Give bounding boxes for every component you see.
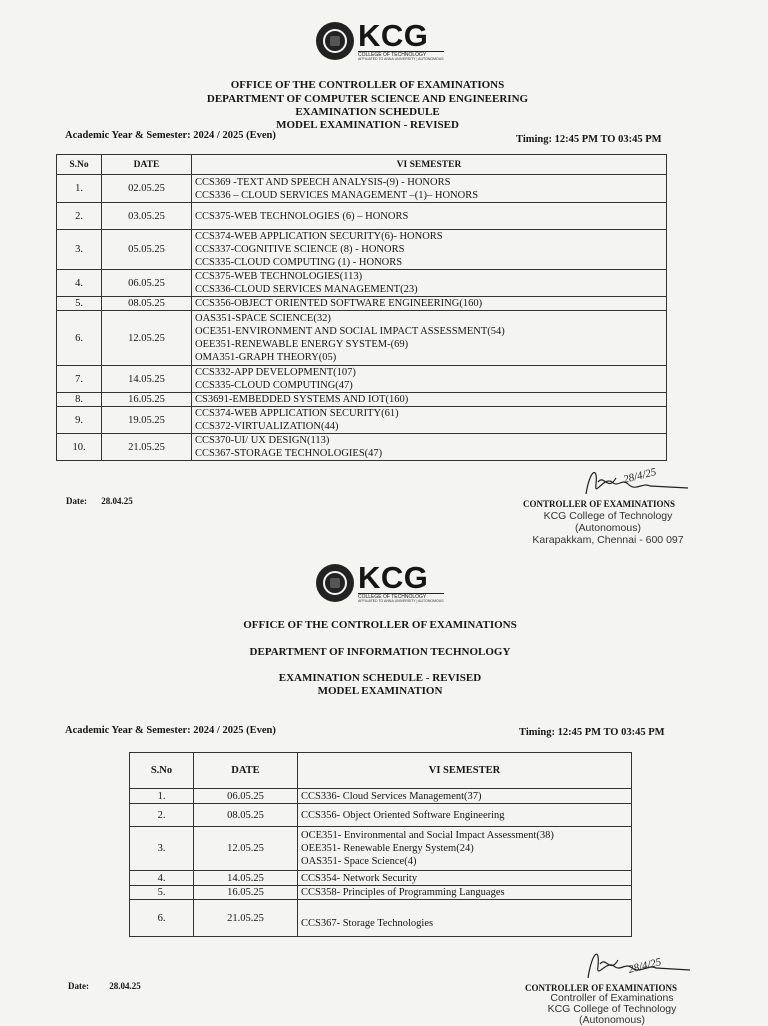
cell-subjects bbox=[192, 366, 667, 393]
table-row bbox=[57, 270, 667, 297]
logo-tagline: AFFILIATED TO ANNA UNIVERSITY | AUTONOMOUS bbox=[358, 599, 444, 603]
stamp-line: Karapakkam, Chennai - 600 097 bbox=[532, 534, 684, 546]
date-value: 28.04.25 bbox=[101, 496, 133, 506]
date-line bbox=[68, 981, 141, 991]
subject-line: OCE351- Environmental and Social Impact Assessment(38) bbox=[301, 830, 554, 841]
stamp-line: Controller of Examinations bbox=[550, 992, 674, 1004]
subject-line: OCE351-ENVIRONMENT AND SOCIAL IMPACT ASSESSMENT(54) bbox=[195, 326, 505, 337]
cell-date: 12.05.25 bbox=[102, 311, 192, 366]
cell-date: 02.05.25 bbox=[102, 175, 192, 203]
stamp-block-1 bbox=[528, 510, 688, 546]
table-row bbox=[57, 393, 667, 407]
subject-line: CS3691-EMBEDDED SYSTEMS AND IOT(160) bbox=[195, 394, 409, 405]
subject-line: CCS370-UI/ UX DESIGN(113) bbox=[195, 435, 330, 446]
logo-name: KCG bbox=[358, 560, 429, 595]
department-heading: DEPARTMENT OF INFORMATION TECHNOLOGY bbox=[249, 646, 511, 658]
cell-date: 19.05.25 bbox=[102, 407, 192, 434]
stamp-block-2 bbox=[532, 993, 692, 1026]
cell-sno: 6. bbox=[130, 900, 194, 937]
cell-date: 21.05.25 bbox=[102, 434, 192, 461]
table-row bbox=[130, 900, 632, 937]
cell-sno: 3. bbox=[57, 230, 102, 270]
exam-heading: MODEL EXAMINATION - REVISED bbox=[276, 119, 459, 131]
cell-subjects bbox=[192, 203, 667, 230]
cell-subjects bbox=[298, 886, 632, 900]
cell-sno: 1. bbox=[130, 789, 194, 804]
office-heading: OFFICE OF THE CONTROLLER OF EXAMINATIONS bbox=[230, 79, 505, 91]
cell-sno: 10. bbox=[57, 434, 102, 461]
cell-date: 05.05.25 bbox=[102, 230, 192, 270]
schedule-heading: EXAMINATION SCHEDULE bbox=[295, 106, 440, 118]
col-header-date: DATE bbox=[194, 753, 298, 789]
college-logo bbox=[316, 562, 444, 604]
subject-line: CCS369 -TEXT AND SPEECH ANALYSIS-(9) - HONORS bbox=[195, 176, 451, 188]
cell-sno: 9. bbox=[57, 407, 102, 434]
college-logo bbox=[316, 20, 444, 62]
table-row bbox=[130, 827, 632, 871]
cell-date: 16.05.25 bbox=[194, 886, 298, 900]
subject-line: CCS356- Object Oriented Software Engineering bbox=[301, 809, 505, 821]
subject-line: CCS372-VIRTUALIZATION(44) bbox=[195, 421, 339, 432]
cell-date: 21.05.25 bbox=[194, 900, 298, 937]
table-row bbox=[130, 789, 632, 804]
cell-date: 08.05.25 bbox=[194, 804, 298, 827]
stamp-line: KCG College of Technology bbox=[543, 510, 673, 522]
cell-date: 14.05.25 bbox=[102, 366, 192, 393]
table-row bbox=[57, 434, 667, 461]
subject-line: CCS354- Network Security bbox=[301, 872, 418, 884]
cell-date: 14.05.25 bbox=[194, 871, 298, 886]
table-row bbox=[57, 203, 667, 230]
subject-line: OAS351-SPACE SCIENCE(32) bbox=[195, 313, 331, 324]
subject-line: CCS374-WEB APPLICATION SECURITY(61) bbox=[195, 408, 399, 419]
stamp-line: (Autonomous) bbox=[575, 522, 641, 534]
schedule-heading: EXAMINATION SCHEDULE - REVISED bbox=[278, 672, 482, 684]
exam-timing: Timing: 12:45 PM TO 03:45 PM bbox=[516, 134, 662, 145]
cell-subjects bbox=[192, 393, 667, 407]
subject-line: OEE351- Renewable Energy System(24) bbox=[301, 843, 474, 854]
cell-subjects bbox=[192, 175, 667, 203]
cell-subjects bbox=[192, 270, 667, 297]
subject-line: CCS358- Principles of Programming Languages bbox=[301, 887, 505, 898]
col-header-date: DATE bbox=[102, 155, 192, 175]
col-header-sno: S.No bbox=[130, 753, 194, 789]
exam-timing: Timing: 12:45 PM TO 03:45 PM bbox=[519, 727, 665, 738]
date-label: Date: bbox=[66, 496, 87, 506]
logo-sub: COLLEGE OF TECHNOLOGY bbox=[358, 593, 444, 600]
office-heading: OFFICE OF THE CONTROLLER OF EXAMINATIONS bbox=[243, 619, 517, 631]
subject-line: CCS367- Storage Technologies bbox=[301, 917, 434, 929]
subject-line: OMA351-GRAPH THEORY(05) bbox=[195, 352, 337, 363]
subject-line: CCS332-APP DEVELOPMENT(107) bbox=[195, 367, 356, 378]
date-label: Date: bbox=[68, 981, 89, 991]
cell-sno: 8. bbox=[57, 393, 102, 407]
date-value: 28.04.25 bbox=[109, 981, 141, 991]
cell-sno: 4. bbox=[57, 270, 102, 297]
signature-date-1: 28/4/25 bbox=[622, 466, 658, 486]
cell-subjects bbox=[192, 434, 667, 461]
academic-year: Academic Year & Semester: 2024 / 2025 (Even) bbox=[65, 725, 276, 736]
cell-date: 16.05.25 bbox=[102, 393, 192, 407]
table-row bbox=[130, 871, 632, 886]
cell-subjects bbox=[192, 311, 667, 366]
cell-subjects bbox=[298, 871, 632, 886]
subject-line: CCS367-STORAGE TECHNOLOGIES(47) bbox=[195, 448, 383, 459]
cell-subjects bbox=[192, 297, 667, 311]
table-row bbox=[57, 366, 667, 393]
stamp-line: (Autonomous) bbox=[579, 1014, 645, 1026]
cell-date: 06.05.25 bbox=[194, 789, 298, 804]
subject-line: CCS375-WEB TECHNOLOGIES (6) – HONORS bbox=[195, 210, 409, 222]
department-heading: DEPARTMENT OF COMPUTER SCIENCE AND ENGINEERING bbox=[206, 93, 529, 105]
cell-sno: 2. bbox=[130, 804, 194, 827]
col-header-semester: VI SEMESTER bbox=[192, 155, 667, 175]
subject-line: CCS337-COGNITIVE SCIENCE (8) - HONORS bbox=[195, 244, 405, 255]
table-row bbox=[57, 407, 667, 434]
cell-sno: 7. bbox=[57, 366, 102, 393]
controller-title: CONTROLLER OF EXAMINATIONS bbox=[525, 983, 678, 993]
academic-year: Academic Year & Semester: 2024 / 2025 (Even) bbox=[65, 130, 276, 141]
cell-subjects bbox=[298, 900, 632, 937]
subject-line: OAS351- Space Science(4) bbox=[301, 856, 417, 867]
cell-sno: 6. bbox=[57, 311, 102, 366]
signature-date-2: 28/4/25 bbox=[627, 956, 663, 976]
logo-name: KCG bbox=[358, 18, 429, 53]
cell-subjects bbox=[192, 230, 667, 270]
table-row bbox=[130, 804, 632, 827]
exam-heading: MODEL EXAMINATION bbox=[317, 685, 443, 697]
table-row bbox=[57, 297, 667, 311]
subject-line: CCS356-OBJECT ORIENTED SOFTWARE ENGINEERING(160) bbox=[195, 298, 483, 309]
college-seal-icon bbox=[316, 564, 354, 602]
schedule-table-it bbox=[129, 752, 632, 937]
cell-subjects bbox=[298, 804, 632, 827]
cell-subjects bbox=[192, 407, 667, 434]
controller-title: CONTROLLER OF EXAMINATIONS bbox=[523, 499, 676, 509]
subject-line: OEE351-RENEWABLE ENERGY SYSTEM-(69) bbox=[195, 339, 409, 350]
subject-line: CCS336 – CLOUD SERVICES MANAGEMENT –(1)– HONORS bbox=[195, 189, 479, 201]
subject-line: CCS374-WEB APPLICATION SECURITY(6)- HONORS bbox=[195, 231, 443, 242]
table-row bbox=[57, 230, 667, 270]
subject-line: CCS375-WEB TECHNOLOGIES(113) bbox=[195, 271, 363, 282]
cell-sno: 5. bbox=[57, 297, 102, 311]
cell-date: 12.05.25 bbox=[194, 827, 298, 871]
col-header-sno: S.No bbox=[57, 155, 102, 175]
table-row bbox=[57, 311, 667, 366]
cell-sno: 2. bbox=[57, 203, 102, 230]
cell-subjects bbox=[298, 789, 632, 804]
logo-tagline: AFFILIATED TO ANNA UNIVERSITY | AUTONOMOUS bbox=[358, 57, 444, 61]
cell-date: 06.05.25 bbox=[102, 270, 192, 297]
table-row bbox=[57, 175, 667, 203]
subject-line: CCS335-CLOUD COMPUTING (1) - HONORS bbox=[195, 257, 403, 268]
subject-line: CCS335-CLOUD COMPUTING(47) bbox=[195, 380, 353, 391]
schedule-table-cse bbox=[56, 154, 667, 461]
col-header-semester: VI SEMESTER bbox=[298, 753, 632, 789]
cell-sno: 3. bbox=[130, 827, 194, 871]
date-line bbox=[66, 496, 133, 506]
cell-sno: 4. bbox=[130, 871, 194, 886]
cell-sno: 5. bbox=[130, 886, 194, 900]
cell-date: 08.05.25 bbox=[102, 297, 192, 311]
college-seal-icon bbox=[316, 22, 354, 60]
stamp-line: KCG College of Technology bbox=[547, 1003, 677, 1015]
subject-line: CCS336- Cloud Services Management(37) bbox=[301, 790, 482, 802]
cell-subjects bbox=[298, 827, 632, 871]
cell-date: 03.05.25 bbox=[102, 203, 192, 230]
cell-sno: 1. bbox=[57, 175, 102, 203]
logo-sub: COLLEGE OF TECHNOLOGY bbox=[358, 51, 444, 58]
table-row bbox=[130, 886, 632, 900]
subject-line: CCS336-CLOUD SERVICES MANAGEMENT(23) bbox=[195, 284, 418, 295]
